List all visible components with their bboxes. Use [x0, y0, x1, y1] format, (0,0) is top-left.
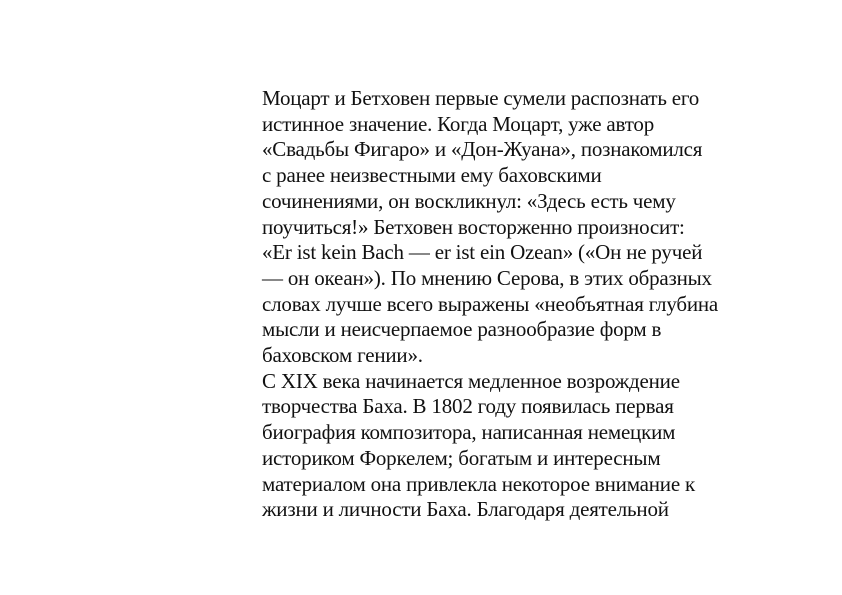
text-line: мысли и неисчерпаемое разнообразие форм в: [262, 317, 662, 342]
text-line: биография композитора, написанная немецким: [262, 420, 676, 445]
text-line: истинное значение. Когда Моцарт, уже автор: [262, 111, 655, 136]
text-line: сочинениями, он воскликнул: «Здесь есть чему: [262, 188, 676, 213]
text-line: баховском гении».: [262, 343, 423, 368]
text-line: — он океан»). По мнению Серова, в этих образных: [262, 265, 712, 290]
text-line: «Er ist kein Bach — er ist ein Ozean» («Он не ручей: [262, 240, 703, 265]
body-text: [262, 86, 762, 523]
text-line: поучиться!» Бетховен восторженно произносит:: [262, 214, 685, 239]
text-line: историком Форкелем; богатым и интересным: [262, 445, 661, 470]
text-line: жизни и личности Баха. Благодаря деятельной: [262, 497, 669, 522]
text-line: творчества Баха. В 1802 году появилась первая: [262, 394, 674, 419]
text-line: «Свадьбы Фигаро» и «Дон-Жуана», познакомился: [262, 137, 703, 162]
text-line: С XIX века начинается медленное возрождение: [262, 368, 680, 393]
text-line: словах лучше всего выражены «необъятная глубина: [262, 291, 719, 316]
text-line: материалом она привлекла некоторое внимание к: [262, 471, 696, 496]
text-line: Моцарт и Бетховен первые сумели распознать его: [262, 86, 700, 110]
text-line: с ранее неизвестными ему баховскими: [262, 163, 602, 188]
